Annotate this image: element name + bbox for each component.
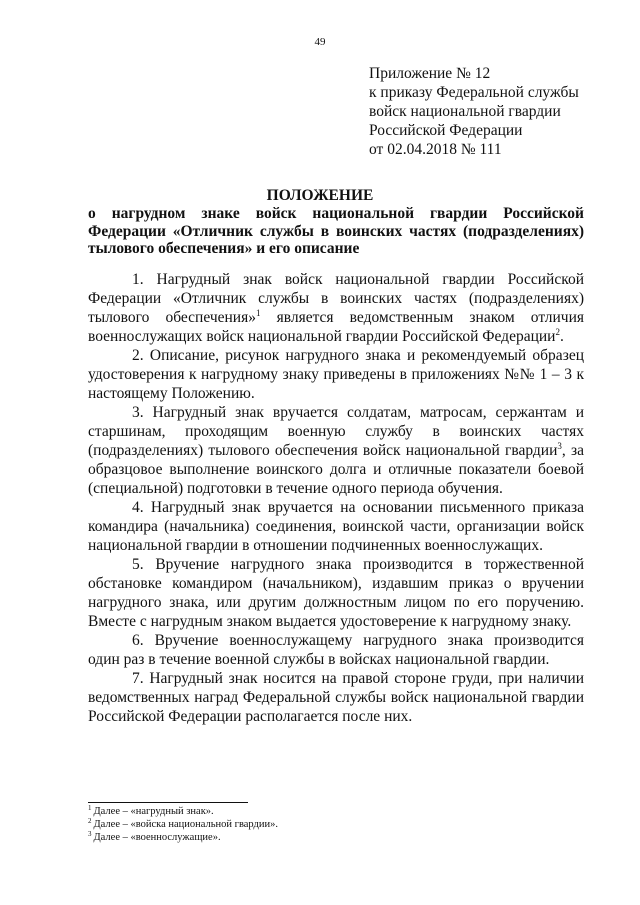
document-body: [88, 270, 584, 726]
footnote-ref: 1: [255, 307, 261, 318]
footnotes: [88, 805, 584, 844]
appendix-line: от 02.04.2018 № 111: [369, 141, 502, 158]
footnote: [88, 831, 584, 844]
paragraph-5: 5. Вручение нагрудного знака производится в торжественной обстановке командиром (начальником), издавшим приказ о вручении нагрудного знака, или другим должностным лицом по его поручению. Вместе с нагрудным знаком выдается удостоверение к нагрудному знаку.: [88, 556, 584, 630]
document-subtitle: о нагрудном знаке войск национальной гвардии Российской Федерации «Отличник службы в воинских частях (подразделениях) тылового обеспечения» и его описание: [88, 205, 584, 257]
appendix-line: Приложение № 12: [369, 65, 491, 82]
appendix-line: войск национальной гвардии: [369, 103, 561, 120]
footnote-ref: 2: [555, 326, 560, 337]
paragraph-text: 1. Нагрудный знак войск национальной гвардии Российской Федерации «Отличник службы в воинских частях (подразделениях) тылового обеспечения»: [88, 271, 584, 326]
paragraph-6: 6. Вручение военнослужащему нагрудного знака производится один раз в течение военной службы в войсках национальной гвардии.: [88, 632, 584, 668]
document-title: ПОЛОЖЕНИЕ: [266, 187, 374, 204]
paragraph-2: 2. Описание, рисунок нагрудного знака и рекомендуемый образец удостоверения к нагрудному знаку приведены в приложениях №№ 1 – 3 к настоящему Положению.: [88, 347, 584, 402]
footnote-text: Далее – «войска национальной гвардии».: [93, 819, 279, 830]
appendix-line: Российской Федерации: [369, 122, 523, 139]
paragraph-text: 3. Нагрудный знак вручается солдатам, матросам, сержантам и старшинам, проходящим военную службу в воинских частях (подразделениях) тылового обеспечения войск национальной гвардии: [88, 404, 584, 459]
paragraph-4: 4. Нагрудный знак вручается на основании письменного приказа командира (начальника) соединения, воинской части, организации войск национальной гвардии в отношении подчиненных военнослужащих.: [88, 499, 584, 554]
paragraph-text: .: [559, 328, 564, 345]
footnote-ref: 3: [557, 440, 562, 451]
paragraph-3: [88, 403, 584, 498]
footnote-mark: 1: [88, 803, 92, 812]
paragraph-text: , за образцовое выполнение воинского долга и отличные показатели боевой (специальной) подготовки в течение одного периода обучения.: [88, 442, 584, 497]
footnote: [88, 818, 584, 831]
page-number: 49: [314, 36, 326, 48]
appendix-block: [369, 64, 579, 159]
footnote-text: Далее – «военнослужащие».: [93, 832, 221, 843]
footnote-text: Далее – «нагрудный знак».: [93, 806, 214, 817]
footnote-separator: [88, 802, 248, 803]
footnote-mark: 3: [88, 829, 92, 838]
paragraph-1: [88, 270, 584, 346]
appendix-line: к приказу Федеральной службы: [369, 84, 579, 101]
paragraph-text: является ведомственным знаком отличия военнослужащих войск национальной гвардии Российской Федерации: [88, 309, 584, 345]
footnote-mark: 2: [88, 816, 92, 825]
footnote: [88, 805, 584, 818]
paragraph-7: 7. Нагрудный знак носится на правой стороне груди, при наличии ведомственных наград Федеральной службы войск национальной гвардии Российской Федерации располагается после них.: [88, 670, 584, 725]
